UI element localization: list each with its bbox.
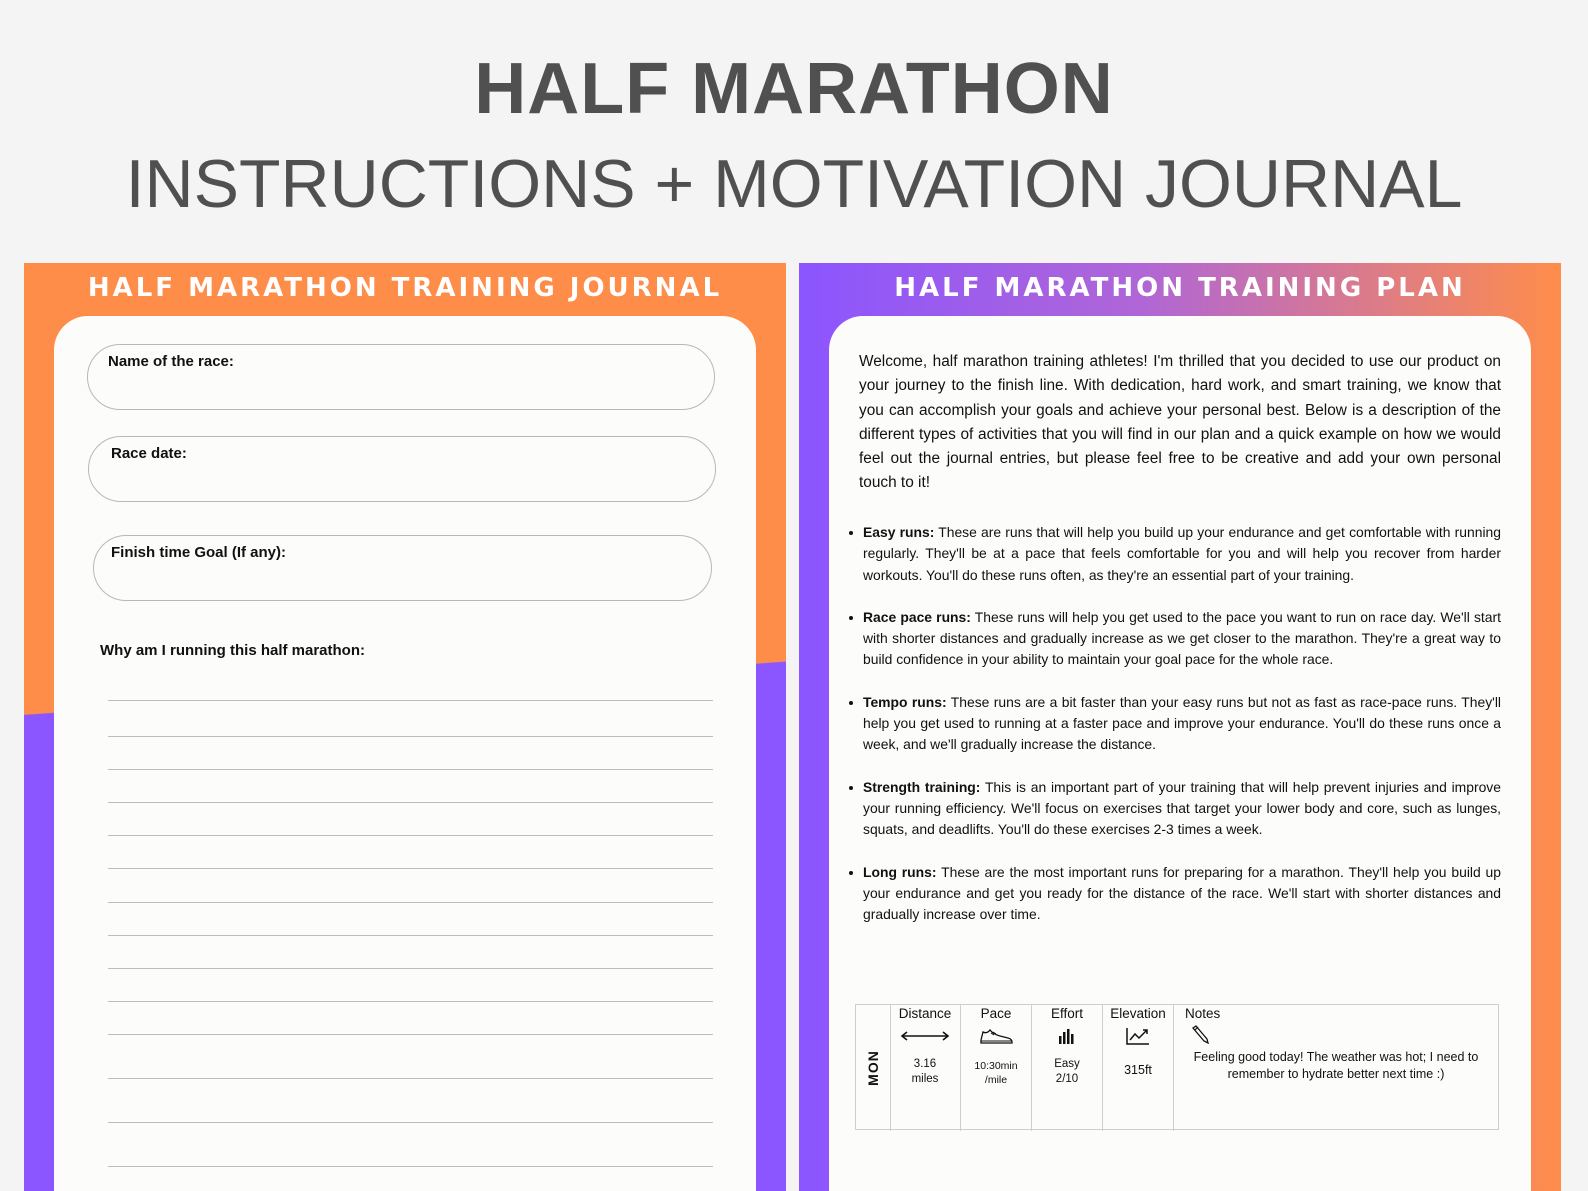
elevation-value: 315ft <box>1124 1063 1152 1077</box>
list-item <box>863 862 1501 926</box>
list-item <box>863 777 1501 841</box>
writing-line[interactable] <box>108 700 713 701</box>
effort-column <box>1032 1005 1103 1131</box>
writing-line[interactable] <box>108 935 713 936</box>
day-cell <box>856 1005 891 1131</box>
writing-line[interactable] <box>108 1001 713 1002</box>
finish-goal-field[interactable] <box>93 535 712 601</box>
double-arrow-icon <box>890 1025 960 1047</box>
list-item <box>863 607 1501 671</box>
journal-sheet <box>54 316 756 1191</box>
bars-icon <box>1032 1025 1102 1047</box>
pace-column <box>961 1005 1032 1131</box>
plan-panel <box>799 263 1561 1191</box>
pencil-icon <box>1174 1023 1498 1045</box>
activity-list <box>863 522 1501 946</box>
shoe-icon <box>961 1025 1031 1047</box>
bullet-term: Easy runs: <box>863 524 935 540</box>
race-date-field[interactable] <box>88 436 716 502</box>
bullet-text: These are runs that will help you build up your endurance and get comfortable with running regularly. They'll be at a pace that feels comfortable for you and will help you recover from harder workouts. You'll do these runs often, as they're an essential part of your training. <box>863 524 1502 583</box>
bullet-text: These runs will help you get used to the pace you want to run on race day. We'll start with shorter distances and gradually increase as we get closer to the marathon. They're a great way to build confidence in your ability to maintain your goal pace for the whole race. <box>863 608 1501 668</box>
page-subtitle: INSTRUCTIONS + MOTIVATION JOURNAL <box>125 146 1463 222</box>
elevation-column <box>1103 1005 1174 1131</box>
distance-header: Distance <box>898 1006 952 1021</box>
effort-header: Effort <box>1050 1006 1084 1021</box>
notes-column <box>1174 1005 1498 1131</box>
journal-title: HALF MARATHON TRAINING JOURNAL <box>87 273 723 303</box>
writing-line[interactable] <box>108 835 713 836</box>
effort-value: Easy 2/10 <box>1054 1058 1080 1085</box>
distance-column <box>890 1005 961 1131</box>
bullet-term: Tempo runs: <box>863 693 947 710</box>
plan-title: HALF MARATHON TRAINING PLAN <box>894 273 1466 303</box>
writing-line[interactable] <box>108 968 713 969</box>
writing-line[interactable] <box>108 769 713 770</box>
notes-value: Feeling good today! The weather was hot; I need to remember to hydrate better next time :) <box>1193 1050 1479 1081</box>
race-name-label: Name of the race: <box>108 353 234 370</box>
writing-line[interactable] <box>108 868 713 869</box>
list-item <box>863 522 1501 586</box>
writing-line[interactable] <box>108 1078 713 1079</box>
day-label: MON <box>865 1050 881 1086</box>
bullet-text: These are the most important runs for preparing for a marathon. They'll help you build up your endurance and get you ready for the distance of the race. We'll start with shorter distances and gradually increase over time. <box>863 863 1501 923</box>
bullet-text: This is an important part of your training that will help prevent injuries and improve your running efficiency. We'll focus on exercises that target your lower body and core, such as lunges, squats, and deadlifts. You'll do these exercises 2-3 times a week. <box>863 778 1501 838</box>
example-log-table <box>855 1004 1499 1130</box>
journal-panel <box>24 263 786 1191</box>
race-date-label: Race date: <box>111 445 187 462</box>
pace-header: Pace <box>980 1006 1012 1021</box>
writing-line[interactable] <box>108 802 713 803</box>
finish-goal-label: Finish time Goal (If any): <box>111 544 287 561</box>
bullet-term: Long runs: <box>863 863 937 880</box>
writing-line[interactable] <box>108 1122 713 1123</box>
writing-line[interactable] <box>108 1034 713 1035</box>
bullet-term: Race pace runs: <box>863 608 971 625</box>
distance-value: 3.16 miles <box>911 1058 939 1085</box>
plan-sheet <box>829 316 1531 1191</box>
bullet-text: These runs are a bit faster than your easy runs but not as fast as race-pace runs. They'll help you get used to running at a faster pace and improve your endurance. You'll do these runs once a week, and we'll gradually increase the distance. <box>863 693 1502 753</box>
notes-header: Notes <box>1185 1006 1221 1021</box>
writing-line[interactable] <box>108 1166 713 1167</box>
page-title: HALF MARATHON <box>474 49 1114 129</box>
trend-icon <box>1103 1025 1173 1047</box>
race-name-field[interactable] <box>87 344 715 410</box>
writing-line[interactable] <box>108 736 713 737</box>
writing-line[interactable] <box>108 902 713 903</box>
elevation-header: Elevation <box>1110 1006 1166 1021</box>
why-running-label: Why am I running this half marathon: <box>100 642 366 659</box>
intro-paragraph: Welcome, half marathon training athletes! I'm thrilled that you decided to use our product on your journey to the finish line. With dedication, hard work, and smart training, we know that you can accomplish your goals and achieve your personal best. Below is a description of the different types of activities that you will find in our plan and a quick example on how we would feel out the journal entries, but please feel free to be creative and add your own personal touch to it! <box>859 353 1501 492</box>
bullet-term: Strength training: <box>863 778 981 795</box>
list-item <box>863 692 1501 756</box>
pace-value: 10:30min /mile <box>974 1060 1018 1086</box>
